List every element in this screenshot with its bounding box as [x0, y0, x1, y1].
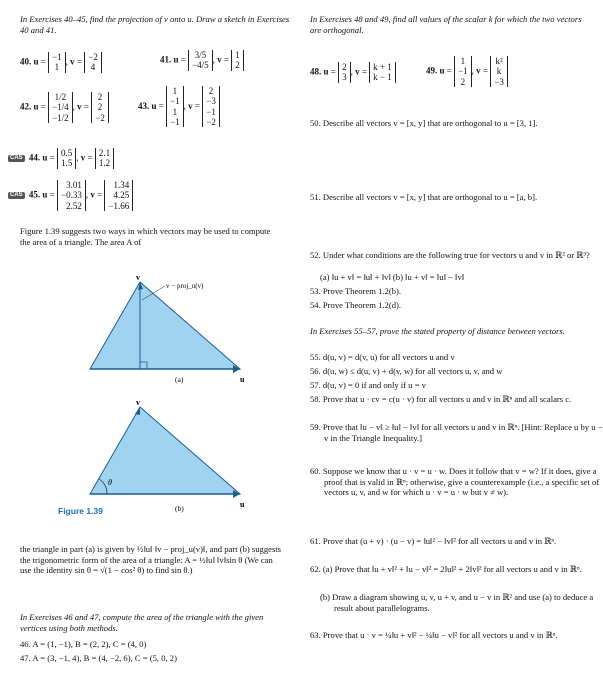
matrix-u-40: −1 1: [48, 52, 66, 73]
exercise-52: 52. Under what conditions are the following true for vectors u and v in ℝ² or ℝ³?: [310, 250, 590, 260]
left-column: [10, 14, 292, 663]
exercise-47: 47. A = (3, −1, 4), B = (4, −2, 6), C = (5, 0, 2): [20, 653, 177, 663]
exercises-40-45-intro: In Exercises 40–45, find the projection of v onto u. Draw a sketch in Exercises 40 and 41.: [20, 14, 290, 35]
matrix-v-40: −2 4: [84, 52, 102, 73]
matrix-u-44: 0.5 1.5: [57, 148, 76, 169]
label-b: (b): [175, 504, 184, 513]
exercise-59: 59. Prove that ‖u − v‖ ≥ ‖u‖ − ‖v‖ for all vectors u and v in ℝⁿ. [Hint: Replace u by u − v in the Triangle Inequality.]: [310, 422, 603, 443]
exercises-46-47-intro: In Exercises 46 and 47, compute the area of the triangle with the given vertices using both methods.: [20, 612, 264, 633]
exercise-56: 56. d(u, w) ≤ d(u, v) + d(v, w) for all vectors u, v, and w: [310, 366, 503, 376]
label-u-a: u: [240, 375, 245, 384]
exercise-50: 50. Describe all vectors v = [x, y] that are orthogonal to u = [3, 1].: [310, 118, 538, 128]
matrix-v-43: 2 −3 −1 −2: [202, 86, 220, 127]
matrix-v-45: 1.34 4.25 −1.66: [104, 180, 133, 211]
matrix-u-42: 1/2 −1/4 −1/2: [48, 92, 73, 123]
area-formula-text: the triangle in part (a) is given by ½‖u‖ ‖v − proj_u(v)‖, and part (b) suggests the trigonometric form of the area of a triangle: A = ½‖u‖ ‖v‖sin θ (We can use the identity sin θ = √(1 − cos² θ) to find sin θ.): [20, 544, 282, 576]
figure-1-39b: [80, 399, 260, 514]
exercise-40: 40. u = −1 1 , v = −2 4: [20, 52, 102, 73]
cas-icon: CAS: [10, 191, 23, 198]
figure-intro-text: Figure 1.39 suggests two ways in which vectors may be used to compute the area of a triangle. The area A of: [20, 226, 271, 247]
exercise-62a: 62. (a) Prove that ‖u + v‖² + ‖u − v‖² = 2‖u‖² + 2‖v‖² for all vectors u and v in ℝⁿ.: [310, 564, 582, 574]
exercise-43: 43. u = 1 −1 1 −1 , v = 2 −3 −1 −2: [138, 86, 220, 127]
matrix-u-41: 3/5 −4/5: [188, 50, 213, 71]
label-u-b: u: [240, 500, 245, 509]
exercise-62b: (b) Draw a diagram showing u, v, u + v, and u − v in ℝ² and use (a) to deduce a result about parallelograms.: [320, 592, 594, 613]
exercise-51: 51. Describe all vectors v = [x, y] that are orthogonal to u = [a, b].: [310, 192, 538, 202]
matrix-v-44: 2.1 1.2: [95, 148, 114, 169]
label-theta: θ: [108, 478, 112, 487]
exercise-55: 55. d(u, v) = d(v, u) for all vectors u and v: [310, 352, 455, 362]
label-v-a: v: [136, 274, 140, 282]
exercise-44: CAS 44. u = 0.5 1.5 , v = 2.1 1.2: [8, 148, 114, 169]
label-vproj: v − proj_u(v): [166, 282, 204, 290]
label-v-b: v: [136, 399, 140, 407]
exercise-45: CAS 45. u = 3.01 −0.33 2.52 , v = 1.34 4.25 −1.66: [8, 180, 133, 211]
exercise-42: 42. u = 1/2 −1/4 −1/2 , v = 2 2 −2: [20, 92, 109, 123]
label-a: (a): [175, 375, 184, 384]
exercise-41: 41. u = 3/5 −4/5 , v = 1 2: [160, 50, 244, 71]
matrix-u-49: 1 −1 2: [454, 56, 472, 87]
exercise-48: 48. u = 2 3 , v = k + 1 k − 1: [310, 62, 396, 83]
exercise-53: 53. Prove Theorem 1.2(b).: [310, 286, 402, 296]
exercises-48-49-intro: In Exercises 48 and 49, find all values of the scalar k for which the two vectors are orthogonal.: [310, 14, 582, 35]
matrix-v-41: 1 2: [231, 50, 244, 71]
exercise-49: 49. u = 1 −1 2 , v = k² k −3: [426, 56, 508, 87]
exercise-57: 57. d(u, v) = 0 if and only if u = v: [310, 380, 426, 390]
cas-icon: CAS: [10, 154, 23, 161]
matrix-v-48: k + 1 k − 1: [369, 62, 396, 83]
exercises-55-57-intro: In Exercises 55–57, prove the stated property of distance between vectors.: [310, 326, 565, 336]
exercise-54: 54. Prove Theorem 1.2(d).: [310, 300, 402, 310]
figure-title: Figure 1.39: [58, 506, 103, 516]
right-column: [310, 14, 603, 640]
matrix-v-49: k² k −3: [490, 56, 508, 87]
exercise-61: 61. Prove that (u + v) · (u − v) = ‖u‖² − ‖v‖² for all vectors u and v in ℝⁿ.: [310, 536, 557, 546]
matrix-u-48: 2 3: [338, 62, 351, 83]
exercise-52-parts: (a) ‖u + v‖ = ‖u‖ + ‖v‖ (b) ‖u + v‖ = ‖u‖ − ‖v‖: [320, 272, 465, 282]
exercise-63: 63. Prove that u · v = ¼‖u + v‖² − ¼‖u − v‖² for all vectors u and v in ℝⁿ.: [310, 630, 558, 640]
exercise-46: 46. A = (1, −1), B = (2, 2), C = (4, 0): [20, 639, 147, 649]
exercise-60: 60. Suppose we know that u · v = u · w. Does it follow that v = w? If it does, give a proof that is valid in ℝⁿ; otherwise, give a counterexample (i.e., a specific set of vectors u, v, and w for which u · v = u · w but v ≠ w).: [310, 466, 600, 498]
exercise-58: 58. Prove that u · cv = c(u · v) for all vectors u and v in ℝⁿ and all scalars c.: [310, 394, 572, 404]
matrix-v-42: 2 2 −2: [91, 92, 109, 123]
matrix-u-45: 3.01 −0.33 2.52: [57, 180, 86, 211]
figure-1-39a: [80, 274, 260, 384]
matrix-u-43: 1 −1 1 −1: [166, 86, 184, 127]
